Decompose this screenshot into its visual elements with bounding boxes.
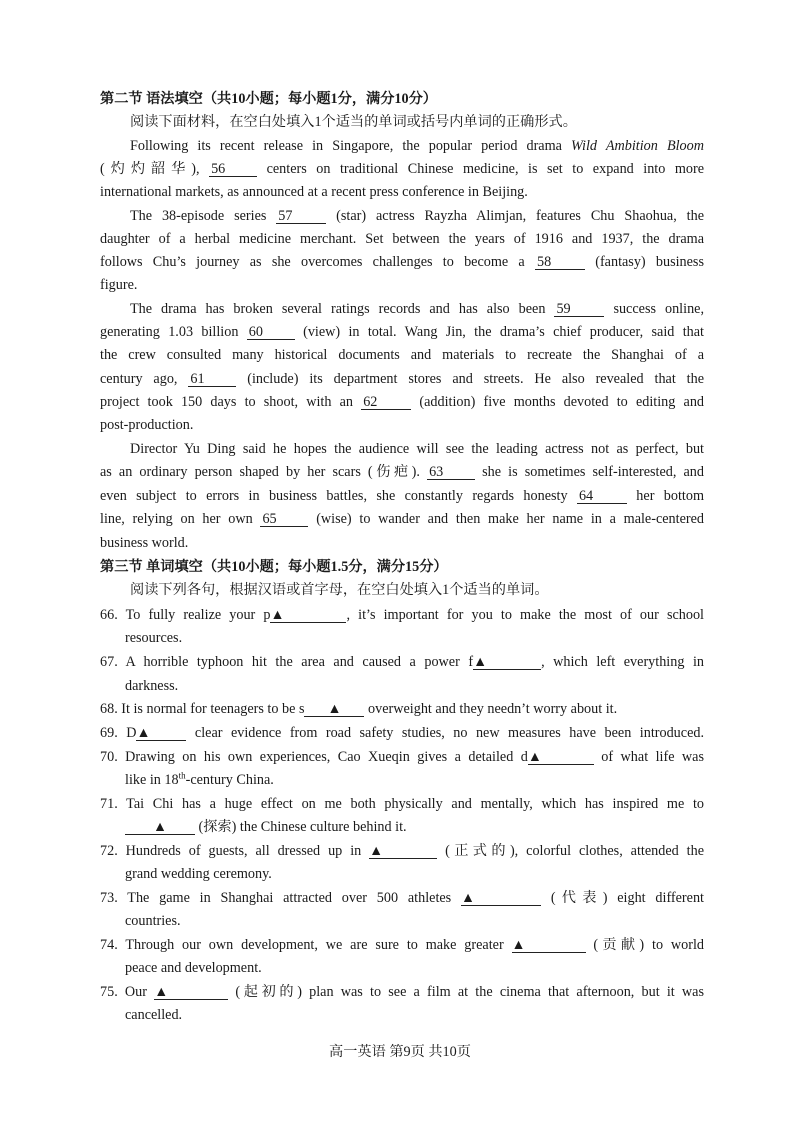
answer-blank-74[interactable]: ▲ <box>512 938 586 953</box>
passage-line: post-production. <box>100 417 194 433</box>
answer-blank-67[interactable]: ▲ <box>473 655 541 670</box>
passage-line: The 38-episode series 57 (star) actress Rayzha Alimjan, features Chu Shaohua, the <box>130 208 704 224</box>
blank-62[interactable]: 62 <box>361 395 411 410</box>
question-69: 69. D▲ clear evidence from road safety studies, no new measures have been introduced. <box>100 725 704 741</box>
passage-line: Director Yu Ding said he hopes the audience will see the leading actress not as perfect, but <box>130 441 704 457</box>
passage-line: figure. <box>100 277 138 293</box>
section3-title: 第三节 单词填空（共10小题；每小题1.5分，满分15分） <box>100 559 448 575</box>
question-68: 68. It is normal for teenagers to be s ▲ overweight and they needn’t worry about it. <box>100 701 618 717</box>
blank-59[interactable]: 59 <box>554 302 604 317</box>
question-74: 74. Through our own development, we are sure to make greater ▲ (贡献) to world <box>100 937 704 953</box>
blank-58[interactable]: 58 <box>535 255 585 270</box>
passage-line: the crew consulted many historical documents and materials to recreate the Shanghai of a <box>100 347 704 363</box>
question-line: peace and development. <box>125 960 262 976</box>
section3-instruction: 阅读下列各句，根据汉语或首字母，在空白处填入1个适当的单词。 <box>130 582 549 598</box>
page-footer: 高一英语 第9页 共10页 <box>329 1044 471 1060</box>
answer-blank-70[interactable]: ▲ <box>528 750 594 765</box>
passage-line: generating 1.03 billion 60 (view) in total. Wang Jin, the drama’s chief producer, said that <box>100 324 704 340</box>
question-line: countries. <box>125 913 181 929</box>
blank-65[interactable]: 65 <box>260 512 308 527</box>
question-line: ▲ (探索) the Chinese culture behind it. <box>125 818 704 836</box>
question-72: 72. Hundreds of guests, all dressed up in ▲ (正式的), colorful clothes, attended the <box>100 843 704 859</box>
answer-blank-69[interactable]: ▲ <box>136 726 186 741</box>
passage-line: business world. <box>100 535 189 551</box>
section2-title: 第二节 语法填空（共10小题；每小题1分，满分10分） <box>100 91 437 107</box>
question-66: 66. To fully realize your p▲ , it’s important for you to make the most of our school <box>100 607 704 623</box>
passage-line: follows Chu’s journey as she overcomes challenges to become a 58 (fantasy) business <box>100 254 704 270</box>
question-67: 67. A horrible typhoon hit the area and caused a power f▲ , which left everything in <box>100 654 704 670</box>
passage-line: as an ordinary person shaped by her scars (伤疤). 63 she is sometimes self-interested, and <box>100 464 704 480</box>
passage-line: line, relying on her own 65 (wise) to wander and then make her name in a male-centered <box>100 511 704 527</box>
question-line: like in 18th-century China. <box>125 771 274 788</box>
question-73: 73. The game in Shanghai attracted over 500 athletes ▲ (代表) eight different <box>100 890 704 906</box>
question-line: cancelled. <box>125 1007 183 1023</box>
passage-line: (灼灼韶华), 56 centers on traditional Chinese medicine, is set to expand into more <box>100 161 704 177</box>
blank-56[interactable]: 56 <box>209 162 257 177</box>
answer-blank-72[interactable]: ▲ <box>369 844 437 859</box>
question-71: 71. Tai Chi has a huge effect on me both physically and mentally, which has inspired me to <box>100 796 704 812</box>
question-line: darkness. <box>125 678 179 694</box>
question-75: 75. Our ▲ (起初的) plan was to see a film at the cinema that afternoon, but it was <box>100 984 704 1000</box>
question-line: resources. <box>125 630 183 646</box>
blank-57[interactable]: 57 <box>276 209 326 224</box>
section2-instruction: 阅读下面材料，在空白处填入1个适当的单词或括号内单词的正确形式。 <box>130 114 577 130</box>
passage-line: century ago, 61 (include) its department stores and streets. He also revealed that the <box>100 371 704 387</box>
answer-blank-68[interactable]: ▲ <box>304 702 364 717</box>
passage-line: even subject to errors in business battles, she constantly regards honesty 64 her bottom <box>100 488 704 504</box>
passage-line: international markets, as announced at a recent press conference in Beijing. <box>100 184 528 200</box>
blank-60[interactable]: 60 <box>247 325 295 340</box>
passage-line: Following its recent release in Singapore, the popular period drama Wild Ambition Bloom <box>130 138 704 154</box>
passage-line: daughter of a herbal medicine merchant. Set between the years of 1916 and 1937, the drama <box>100 231 704 247</box>
answer-blank-71[interactable]: ▲ <box>125 820 195 835</box>
passage-line: The drama has broken several ratings records and has also been 59 success online, <box>130 301 704 317</box>
blank-64[interactable]: 64 <box>577 489 627 504</box>
question-70: 70. Drawing on his own experiences, Cao Xueqin gives a detailed d▲ of what life was <box>100 749 704 765</box>
answer-blank-66[interactable]: ▲ <box>270 608 346 623</box>
answer-blank-73[interactable]: ▲ <box>461 891 541 906</box>
blank-61[interactable]: 61 <box>188 372 236 387</box>
blank-63[interactable]: 63 <box>427 465 475 480</box>
answer-blank-75[interactable]: ▲ <box>154 985 228 1000</box>
question-line: grand wedding ceremony. <box>125 866 272 882</box>
passage-line: project took 150 days to shoot, with an 62 (addition) five months devoted to editing and <box>100 394 704 410</box>
